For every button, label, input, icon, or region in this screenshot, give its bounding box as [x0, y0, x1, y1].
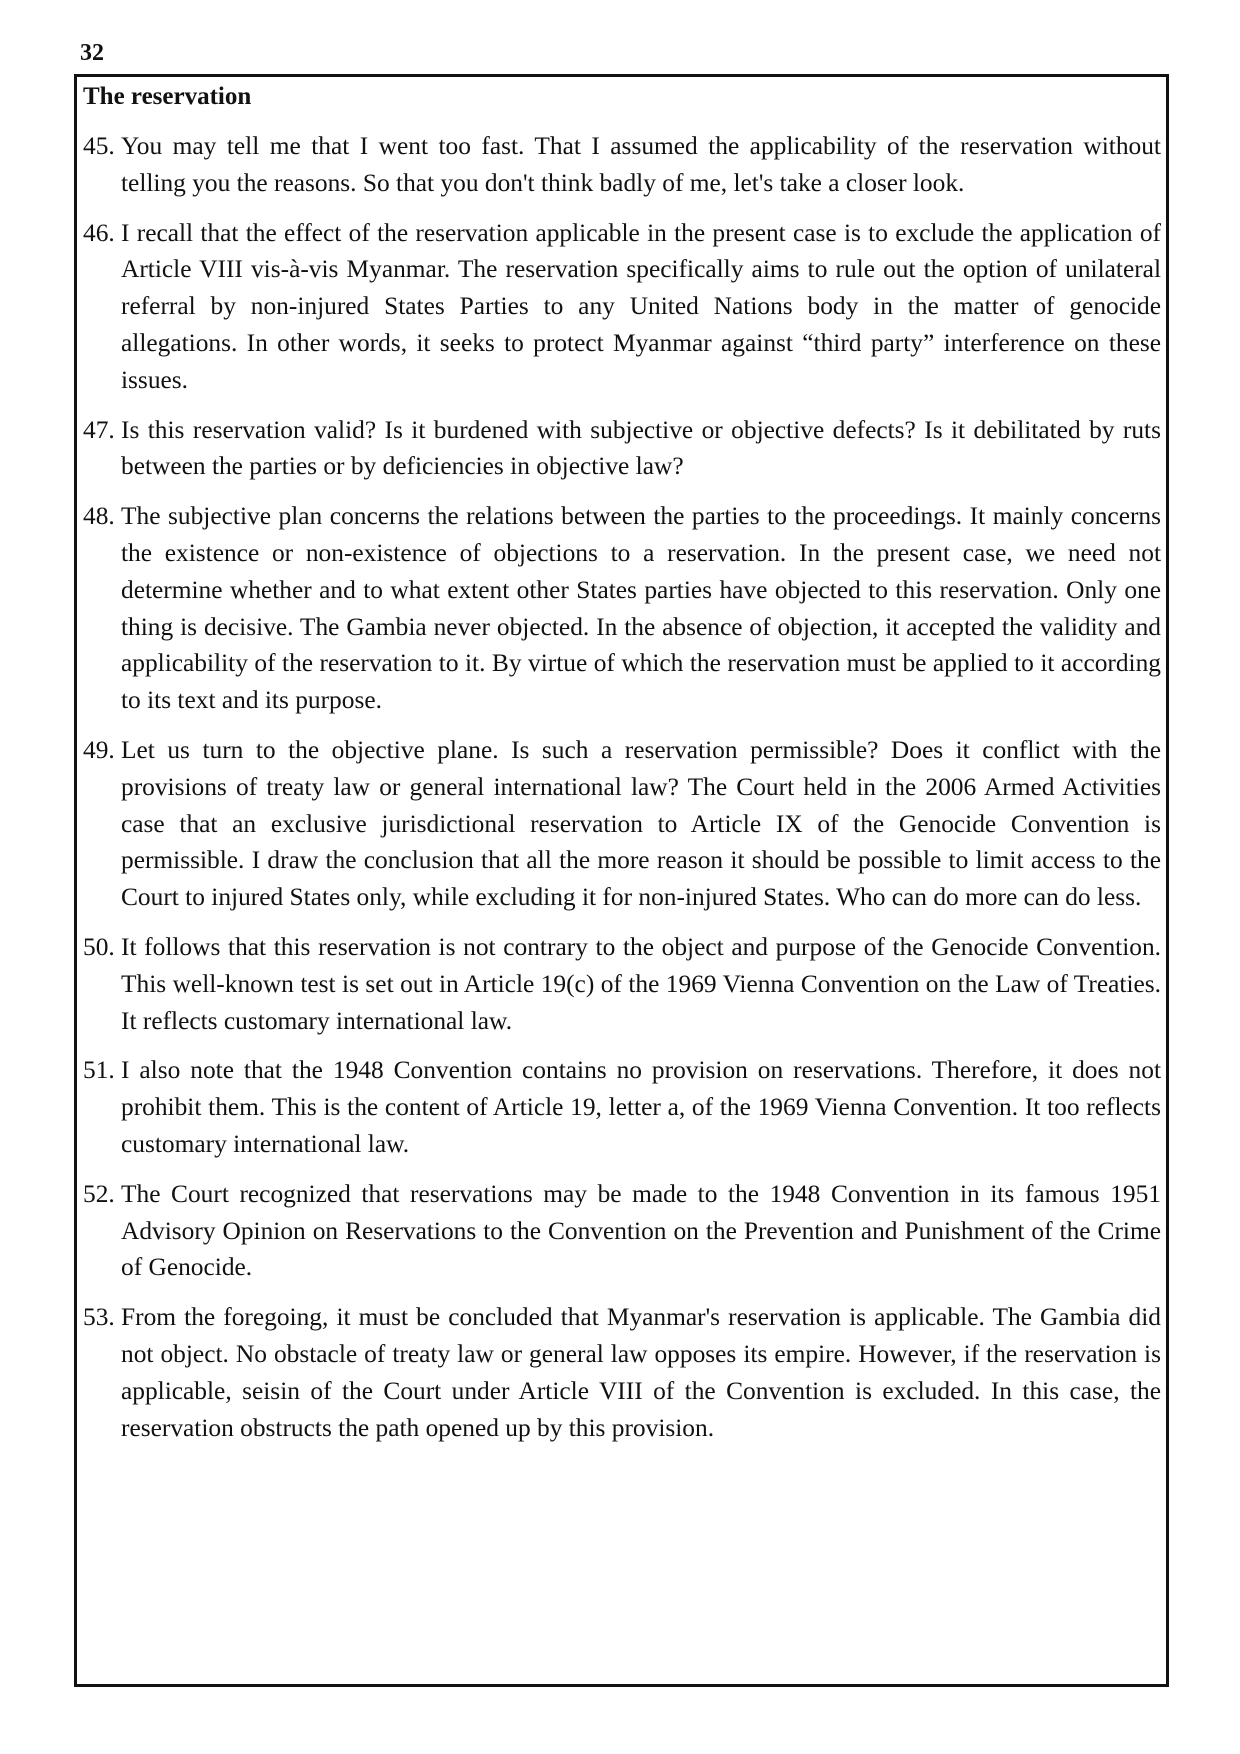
- paragraph-45: [83, 128, 1161, 202]
- paragraph-46: [83, 215, 1161, 399]
- paragraph-text: I also note that the 1948 Convention contains no provision on reservations. Therefore, it does not prohibit them. This is the content of Article 19, letter a, of the 1969 Vienna Convention. It too reflects customary international law.: [121, 1056, 1161, 1158]
- paragraph-text: You may tell me that I went too fast. That I assumed the applicability of the reservation without telling you the reasons. So that you don't think badly of me, let's take a closer look.: [121, 132, 1161, 197]
- paragraph-text: Let us turn to the objective plane. Is such a reservation permissible? Does it conflict with the provisions of treaty law or general international law? The Court held in the 2006 Armed Activities case that an exclusive jurisdictional reservation to Article IX of the Genocide Convention is permissible. I draw the conclusion that all the more reason it should be possible to limit access to the Court to injured States only, while excluding it for non-injured States. Who can do more can do less.: [121, 735, 1161, 912]
- paragraph-52: [83, 1176, 1161, 1286]
- paragraph-text: The Court recognized that reservations may be made to the 1948 Convention in its famous 1951 Advisory Opinion on Reservations to the Convention on the Prevention and Punishment of the Crime of Genocide.: [121, 1179, 1161, 1282]
- paragraph-number: 47.: [83, 415, 115, 444]
- paragraph-text: The subjective plan concerns the relations between the parties to the proceedings. It mainly concerns the existence or non-existence of objections to a reservation. In the present case, we need not determine whether and to what extent other States parties have objected to this reservation. Only one thing is decisive. The Gambia never objected. In the absence of objection, it accepted the validity and applicability of the reservation to it. By virtue of which the reservation must be applied to it according to its text and its purpose.: [121, 502, 1161, 715]
- paragraph-47: [83, 412, 1161, 486]
- paragraph-text: It follows that this reservation is not contrary to the object and purpose of the Genocide Convention. This well-known test is set out in Article 19(c) of the 1969 Vienna Convention on the Law of Treaties. It reflects customary international law.: [121, 932, 1161, 1035]
- paragraph-50: [83, 929, 1161, 1039]
- paragraph-text: I recall that the effect of the reservation applicable in the present case is to exclude the application of Article VIII vis-à-vis Myanmar. The reservation specifically aims to rule out the option of unilateral referral by non-injured States Parties to any United Nations body in the matter of genocide allegations. In other words, it seeks to protect Myanmar against “third party” interference on these issues.: [121, 218, 1161, 394]
- paragraph-number: 52.: [83, 1179, 115, 1208]
- page-number: 32: [80, 40, 104, 66]
- paragraph-number: 46.: [83, 218, 115, 247]
- paragraph-51: [83, 1052, 1161, 1162]
- paragraph-text: From the foregoing, it must be concluded that Myanmar's reservation is applicable. The Gambia did not object. No obstacle of treaty law or general law opposes its empire. However, if the reservation is applicable, seisin of the Court under Article VIII of the Convention is excluded. In this case, the reservation obstructs the path opened up by this provision.: [121, 1303, 1161, 1442]
- paragraph-number: 48.: [83, 502, 115, 531]
- paragraph-48: [83, 498, 1161, 719]
- paragraph-49: [83, 732, 1161, 916]
- paragraph-number: 50.: [83, 932, 115, 961]
- paragraph-number: 51.: [83, 1056, 115, 1085]
- paragraph-53: [83, 1299, 1161, 1446]
- paragraph-number: 49.: [83, 735, 115, 764]
- section-heading: The reservation: [83, 83, 252, 110]
- paragraph-list: [83, 128, 1161, 1459]
- paragraph-number: 53.: [83, 1303, 115, 1332]
- paragraph-number: 45.: [83, 132, 115, 160]
- paragraph-text: Is this reservation valid? Is it burdened with subjective or objective defects? Is it debilitated by ruts between the parties or by deficiencies in objective law?: [121, 415, 1161, 481]
